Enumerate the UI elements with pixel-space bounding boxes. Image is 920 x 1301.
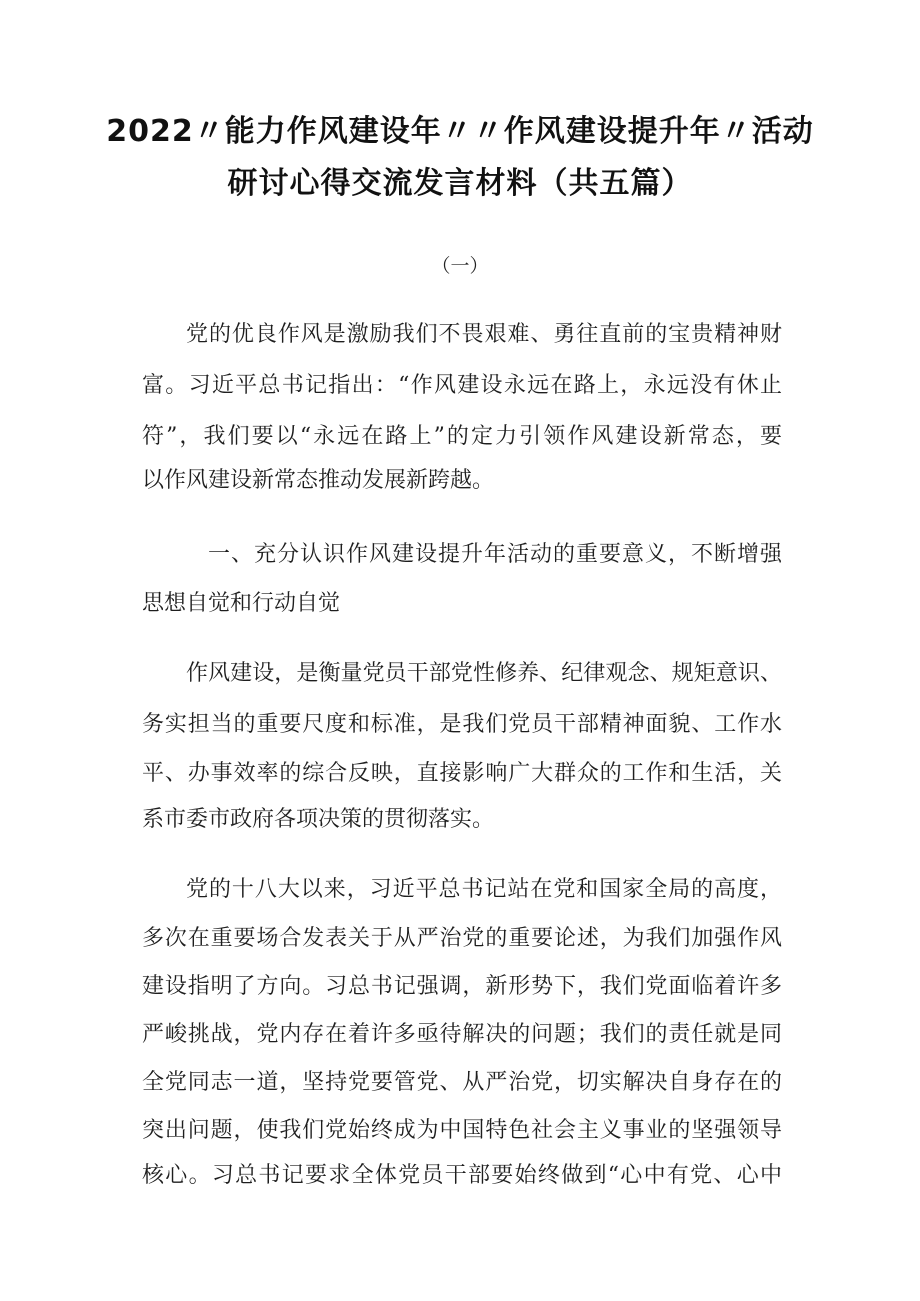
paragraph-2-line-2: 务实担当的重要尺度和标准，是我们党员干部精神面貌、工作水	[142, 712, 782, 737]
paragraph-3-line-7: 核心。习总书记要求全体党员干部要始终做到“心中有党、心中	[142, 1163, 782, 1188]
paragraph-2-line-1: 作风建设，是衡量党员干部党性修养、纪律观念、规矩意识、	[186, 661, 782, 686]
paragraph-2-line-3: 平、办事效率的综合反映，直接影响广大群众的工作和生活，关	[142, 761, 782, 786]
paragraph-1-line-2: 富。习近平总书记指出：“作风建设永远在路上，永远没有休止	[142, 373, 782, 398]
paragraph-3-line-2: 多次在重要场合发表关于从严治党的重要论述，为我们加强作风	[142, 926, 782, 951]
section-heading-line-2: 思想自觉和行动自觉	[142, 591, 341, 616]
paragraph-1-line-3: 符”，我们要以“永远在路上”的定力引领作风建设新常态，要	[142, 424, 782, 449]
section-number: （一）	[431, 255, 489, 277]
document-title-line-2: 研讨心得交流发言材料（共五篇）	[227, 166, 693, 201]
paragraph-3-line-6: 突出问题，使我们党始终成为中国特色社会主义事业的坚强领导	[142, 1118, 782, 1143]
paragraph-3-line-4: 严峻挑战，党内存在着许多亟待解决的问题；我们的责任就是同	[142, 1022, 782, 1047]
paragraph-3-line-1: 党的十八大以来，习近平总书记站在党和国家全局的高度，	[186, 877, 782, 902]
paragraph-2-line-4: 系市委市政府各项决策的贯彻落实。	[142, 807, 495, 832]
paragraph-3-line-3: 建设指明了方向。习总书记强调，新形势下，我们党面临着许多	[142, 974, 782, 999]
paragraph-3-line-5: 全党同志一道，坚持党要管党、从严治党，切实解决自身存在的	[142, 1070, 782, 1095]
document-title-line-1: 2022〃能力作风建设年〃〃作风建设提升年〃活动	[106, 114, 814, 149]
section-heading-line-1: 一、充分认识作风建设提升年活动的重要意义，不断增强	[208, 542, 782, 567]
paragraph-1-line-1: 党的优良作风是激励我们不畏艰难、勇往直前的宝贵精神财	[186, 322, 782, 347]
paragraph-1-line-4: 以作风建设新常态推动发展新跨越。	[142, 468, 495, 493]
